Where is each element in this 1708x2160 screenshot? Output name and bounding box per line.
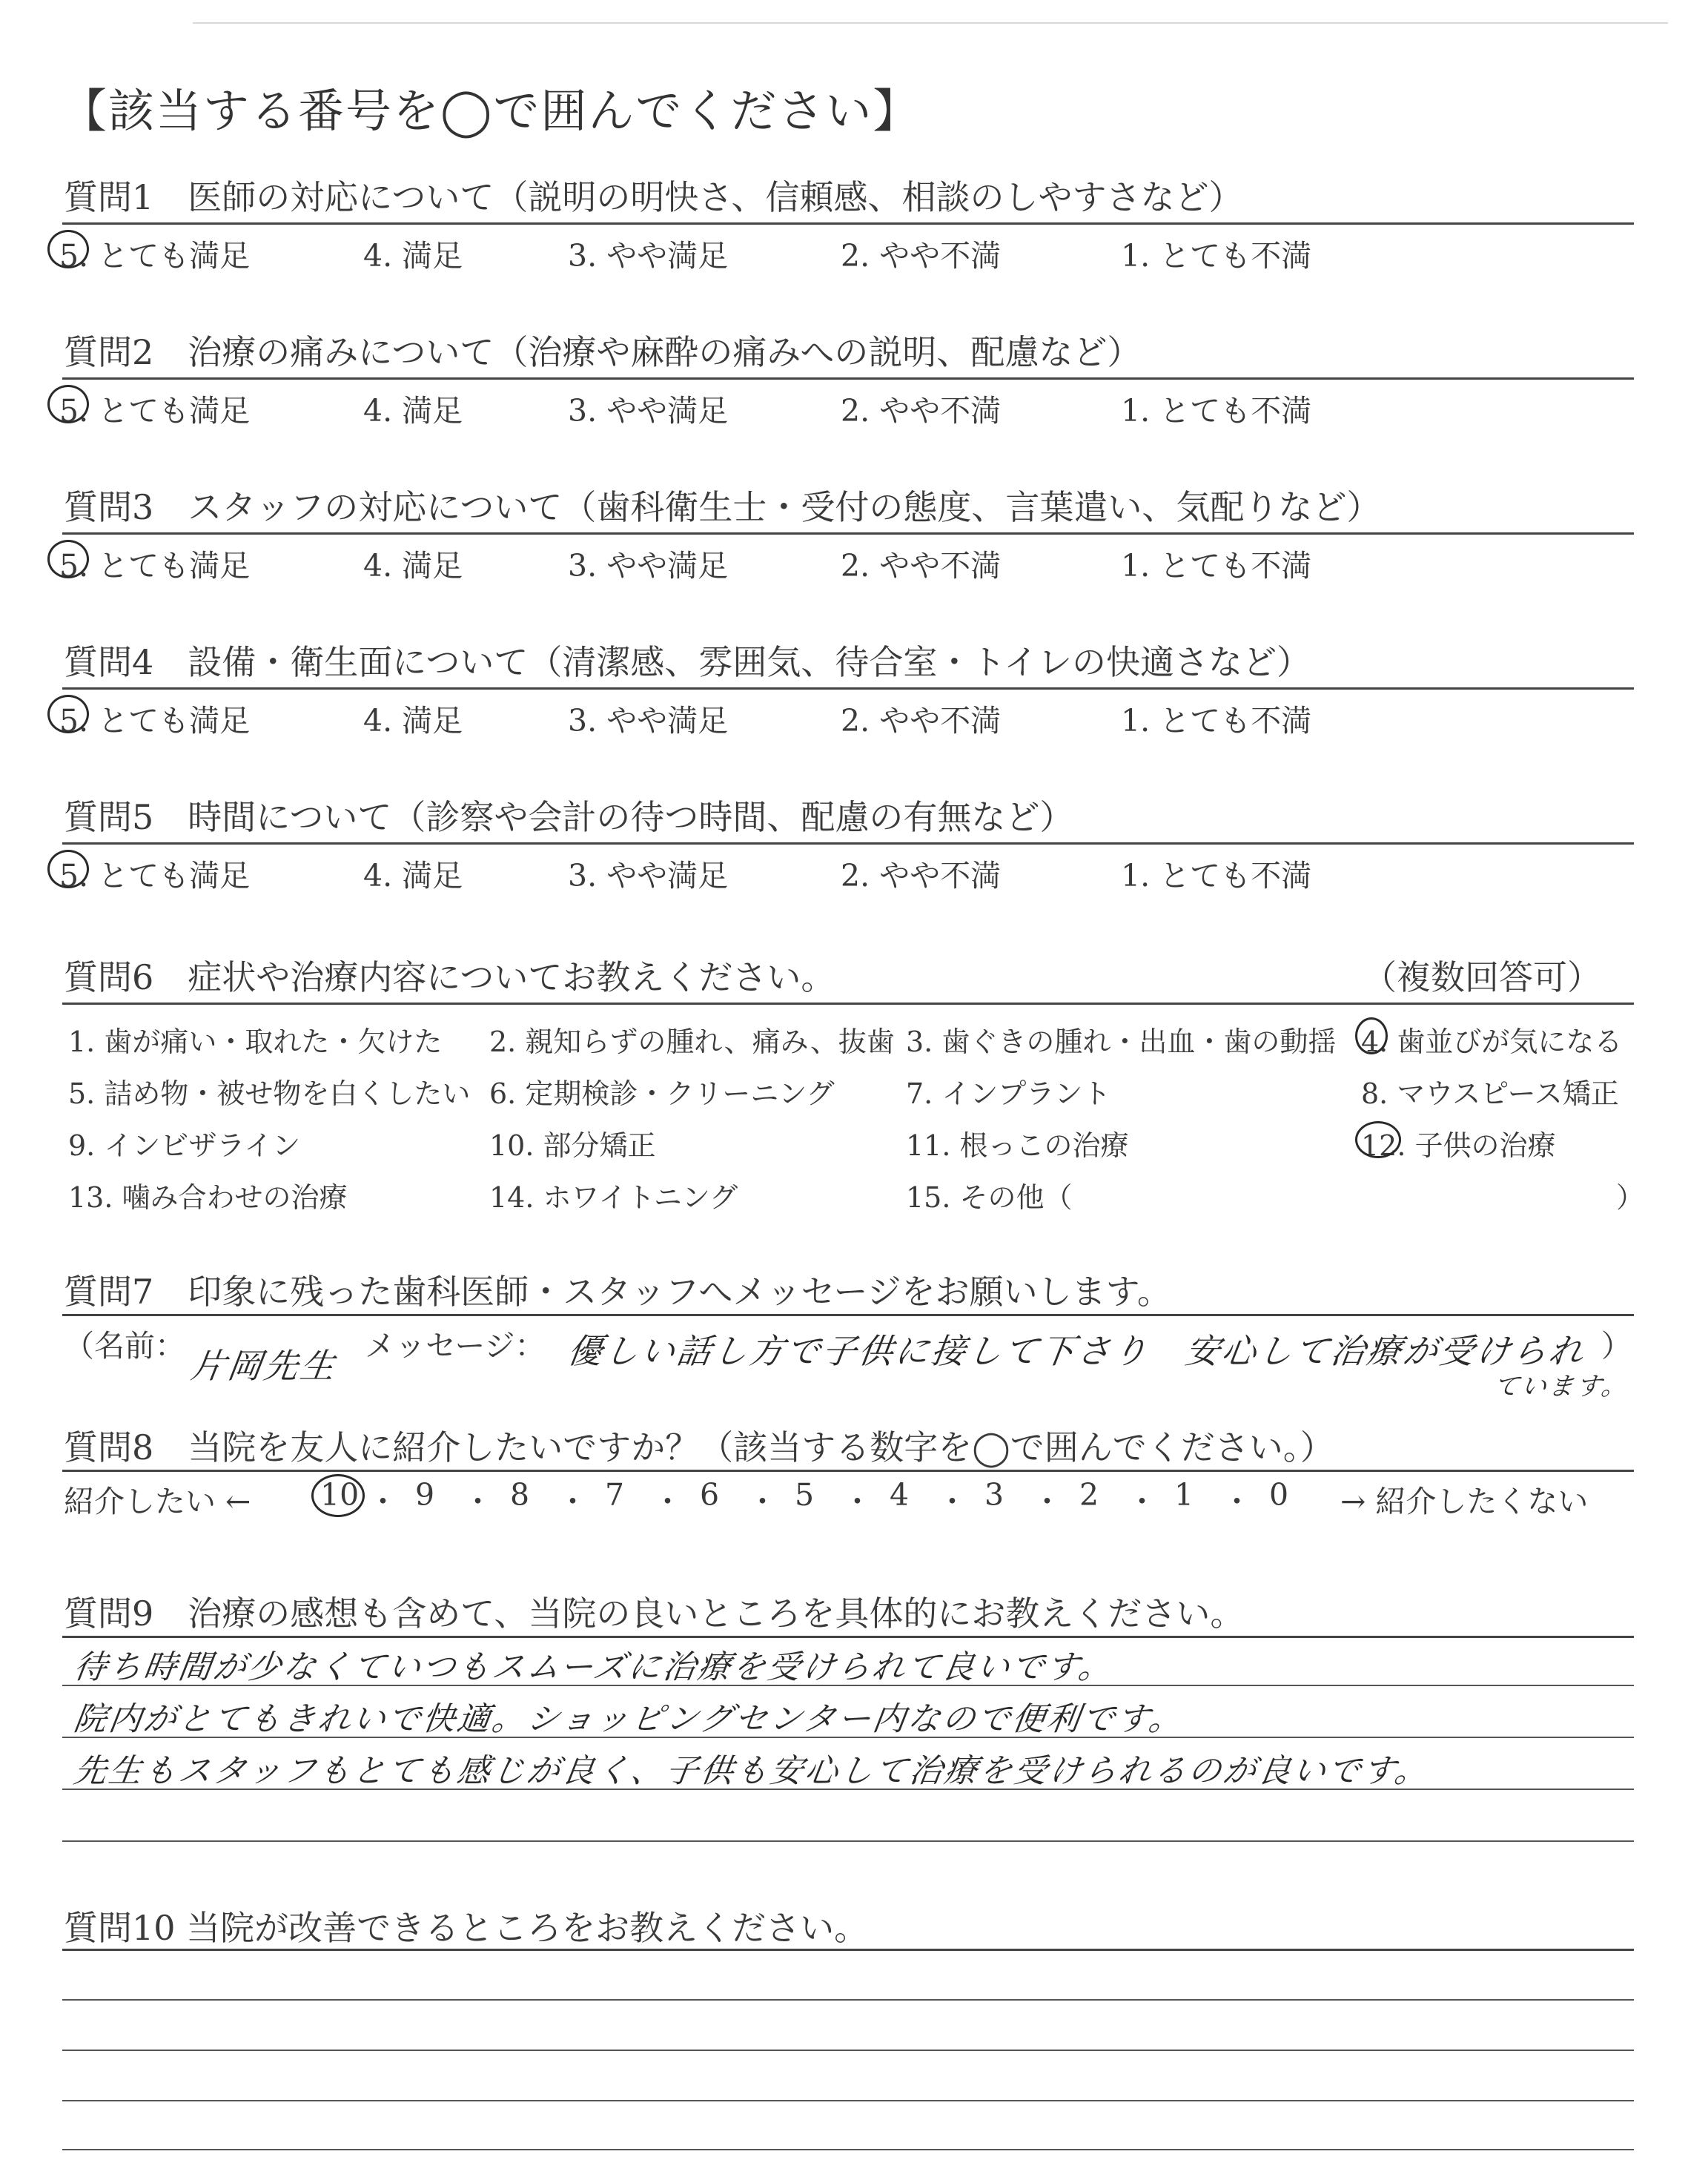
q4-option-1[interactable]: 1. とても不満 xyxy=(1121,703,1312,739)
q4-rule xyxy=(62,687,1634,690)
q6-item-11[interactable]: 11. 根っこの治療 xyxy=(906,1129,1129,1162)
q6-selected-circle-4 xyxy=(1355,1017,1388,1054)
q4-option-3[interactable]: 3. やや満足 xyxy=(568,703,729,739)
q8-right-label: → 紹介したくない xyxy=(1340,1484,1589,1519)
q2-option-4[interactable]: 4. 満足 xyxy=(363,393,463,429)
q8-scale-7[interactable]: 7 xyxy=(605,1477,625,1513)
q4-option-2[interactable]: 2. やや不満 xyxy=(841,703,1002,739)
q2-option-3[interactable]: 3. やや満足 xyxy=(568,393,729,429)
q3-option-5[interactable]: 5. とても満足 xyxy=(59,548,251,584)
q8-scale-separator: ・ xyxy=(368,1484,398,1519)
q8-scale-6[interactable]: 6 xyxy=(700,1477,720,1513)
q7-close-paren: ） xyxy=(1601,1328,1632,1364)
q5-selected-circle xyxy=(47,850,89,888)
q10-title: 質問10 当院が改善できるところをお教えください。 xyxy=(64,1908,869,1948)
q7-name-value: 片岡先生 xyxy=(188,1346,340,1386)
q8-scale-3[interactable]: 3 xyxy=(984,1477,1004,1513)
q7-title: 質問7 印象に残った歯科医師・スタッフへメッセージをお願いします。 xyxy=(64,1272,1171,1312)
q9-line-4 xyxy=(62,1840,1634,1842)
q4-selected-circle xyxy=(47,695,89,733)
q7-message-label: メッセージ： xyxy=(365,1328,546,1364)
q9-answer-2: 院内がとてもきれいで快適。ショッピングセンター内なので便利です。 xyxy=(71,1700,1187,1738)
q8-scale-1[interactable]: 1 xyxy=(1174,1477,1194,1513)
q8-selected-circle xyxy=(311,1474,365,1517)
q8-scale-8[interactable]: 8 xyxy=(510,1477,530,1513)
q4-option-4[interactable]: 4. 満足 xyxy=(363,703,463,739)
form-header: 【該当する番号を◯で囲んでください】 xyxy=(61,84,921,138)
q5-option-4[interactable]: 4. 満足 xyxy=(363,858,463,894)
q6-item-13[interactable]: 13. 噛み合わせの治療 xyxy=(68,1181,348,1214)
q2-rule xyxy=(62,377,1634,380)
q5-option-3[interactable]: 3. やや満足 xyxy=(568,858,729,894)
q6-item-8[interactable]: 8. マウスピース矯正 xyxy=(1361,1077,1619,1110)
q9-title: 質問9 治療の感想も含めて、当院の良いところを具体的にお教えください。 xyxy=(64,1593,1245,1634)
q6-item-6[interactable]: 6. 定期検診・クリーニング xyxy=(489,1077,835,1110)
q5-title: 質問5 時間について（診察や会計の待つ時間、配慮の有無など） xyxy=(64,797,1074,837)
q1-title: 質問1 医師の対応について（説明の明快さ、信頼感、相談のしやすさなど） xyxy=(64,177,1243,217)
q8-scale-0[interactable]: 0 xyxy=(1269,1477,1289,1513)
q7-message-value: 優しい話し方で子供に接して下さり 安心して治療が受けられ xyxy=(565,1331,1589,1371)
q7-name-label: （名前： xyxy=(64,1328,185,1364)
q8-scale-separator: ・ xyxy=(652,1484,683,1519)
q7-rule xyxy=(62,1314,1634,1316)
q3-option-2[interactable]: 2. やや不満 xyxy=(841,548,1002,584)
q8-left-label: 紹介したい ← xyxy=(64,1484,251,1519)
q9-answer-3: 先生もスタッフもとても感じが良く、子供も安心して治療を受けられるのが良いです。 xyxy=(71,1752,1433,1790)
q9-rule xyxy=(62,1636,1634,1638)
q6-item-2[interactable]: 2. 親知らずの腫れ、痛み、抜歯 xyxy=(489,1025,895,1058)
q3-option-3[interactable]: 3. やや満足 xyxy=(568,548,729,584)
q3-rule xyxy=(62,532,1634,535)
q5-option-5[interactable]: 5. とても満足 xyxy=(59,858,251,894)
q3-option-1[interactable]: 1. とても不満 xyxy=(1121,548,1312,584)
q9-answer-1: 待ち時間が少なくていつもスムーズに治療を受けられて良いです。 xyxy=(71,1648,1116,1686)
q1-option-4[interactable]: 4. 満足 xyxy=(363,238,463,274)
q6-item-5[interactable]: 5. 詰め物・被せ物を白くしたい xyxy=(68,1077,471,1110)
q6-rule xyxy=(62,1003,1634,1005)
q8-title: 質問8 当院を友人に紹介したいですか？（該当する数字を◯で囲んでください。） xyxy=(64,1427,1334,1467)
q1-option-1[interactable]: 1. とても不満 xyxy=(1121,238,1312,274)
q6-item-9[interactable]: 9. インビザライン xyxy=(68,1129,301,1162)
q8-scale-separator: ・ xyxy=(747,1484,778,1519)
q6-title: 質問6 症状や治療内容についてお教えください。 xyxy=(64,957,835,997)
q3-option-4[interactable]: 4. 満足 xyxy=(363,548,463,584)
q6-selected-circle-12 xyxy=(1355,1121,1401,1158)
q2-option-1[interactable]: 1. とても不満 xyxy=(1121,393,1312,429)
q8-scale-9[interactable]: 9 xyxy=(415,1477,435,1513)
q7-message-value-2: ています。 xyxy=(1492,1372,1632,1401)
q1-selected-circle xyxy=(47,230,89,268)
q8-rule xyxy=(62,1470,1634,1472)
q8-scale-separator: ・ xyxy=(1222,1484,1252,1519)
q8-scale-5[interactable]: 5 xyxy=(795,1477,815,1513)
q6-item-3[interactable]: 3. 歯ぐきの腫れ・出血・歯の動揺 xyxy=(906,1025,1337,1058)
q3-title: 質問3 スタッフの対応について（歯科衛生士・受付の態度、言葉遣い、気配りなど） xyxy=(64,487,1381,527)
q6-item-15[interactable]: 15. その他（ xyxy=(906,1181,1073,1214)
q2-selected-circle xyxy=(47,385,89,423)
top-edge-line xyxy=(193,22,1668,24)
q6-item-4[interactable]: 4. 歯並びが気になる xyxy=(1361,1025,1623,1058)
q8-scale-10[interactable]: 10 xyxy=(320,1477,360,1513)
q6-item-7[interactable]: 7. インプラント xyxy=(906,1077,1111,1110)
q1-option-2[interactable]: 2. やや不満 xyxy=(841,238,1002,274)
q6-item-16[interactable]: ） xyxy=(1616,1181,1645,1214)
q8-scale-separator: ・ xyxy=(1032,1484,1062,1519)
q5-option-1[interactable]: 1. とても不満 xyxy=(1121,858,1312,894)
q8-scale-4[interactable]: 4 xyxy=(890,1477,910,1513)
q8-scale-separator: ・ xyxy=(557,1484,588,1519)
q8-scale-separator: ・ xyxy=(463,1484,493,1519)
q10-line-3 xyxy=(62,2100,1634,2101)
q6-note: （複数回答可） xyxy=(1363,957,1601,997)
q1-option-5[interactable]: 5. とても満足 xyxy=(59,238,251,274)
q1-rule xyxy=(62,222,1634,225)
q10-rule xyxy=(62,1949,1634,1951)
q10-line-1 xyxy=(62,1999,1634,2001)
q2-title: 質問2 治療の痛みについて（治療や麻酔の痛みへの説明、配慮など） xyxy=(64,332,1142,372)
q6-item-14[interactable]: 14. ホワイトニング xyxy=(489,1181,738,1214)
q5-rule xyxy=(62,842,1634,845)
q8-scale-2[interactable]: 2 xyxy=(1079,1477,1099,1513)
q4-title: 質問4 設備・衛生面について（清潔感、雰囲気、待合室・トイレの快適さなど） xyxy=(64,642,1311,682)
q8-scale-separator: ・ xyxy=(937,1484,967,1519)
q8-scale-separator: ・ xyxy=(842,1484,873,1519)
q5-option-2[interactable]: 2. やや不満 xyxy=(841,858,1002,894)
q2-option-2[interactable]: 2. やや不満 xyxy=(841,393,1002,429)
q10-line-4 xyxy=(62,2149,1634,2150)
q4-option-5[interactable]: 5. とても満足 xyxy=(59,703,251,739)
q2-option-5[interactable]: 5. とても満足 xyxy=(59,393,251,429)
q1-option-3[interactable]: 3. やや満足 xyxy=(568,238,729,274)
q8-scale-separator: ・ xyxy=(1127,1484,1157,1519)
q6-item-12[interactable]: 12. 子供の治療 xyxy=(1361,1129,1556,1162)
q10-line-2 xyxy=(62,2050,1634,2051)
q6-item-1[interactable]: 1. 歯が痛い・取れた・欠けた xyxy=(68,1025,443,1058)
q6-item-10[interactable]: 10. 部分矯正 xyxy=(489,1129,656,1162)
q3-selected-circle xyxy=(47,540,89,578)
